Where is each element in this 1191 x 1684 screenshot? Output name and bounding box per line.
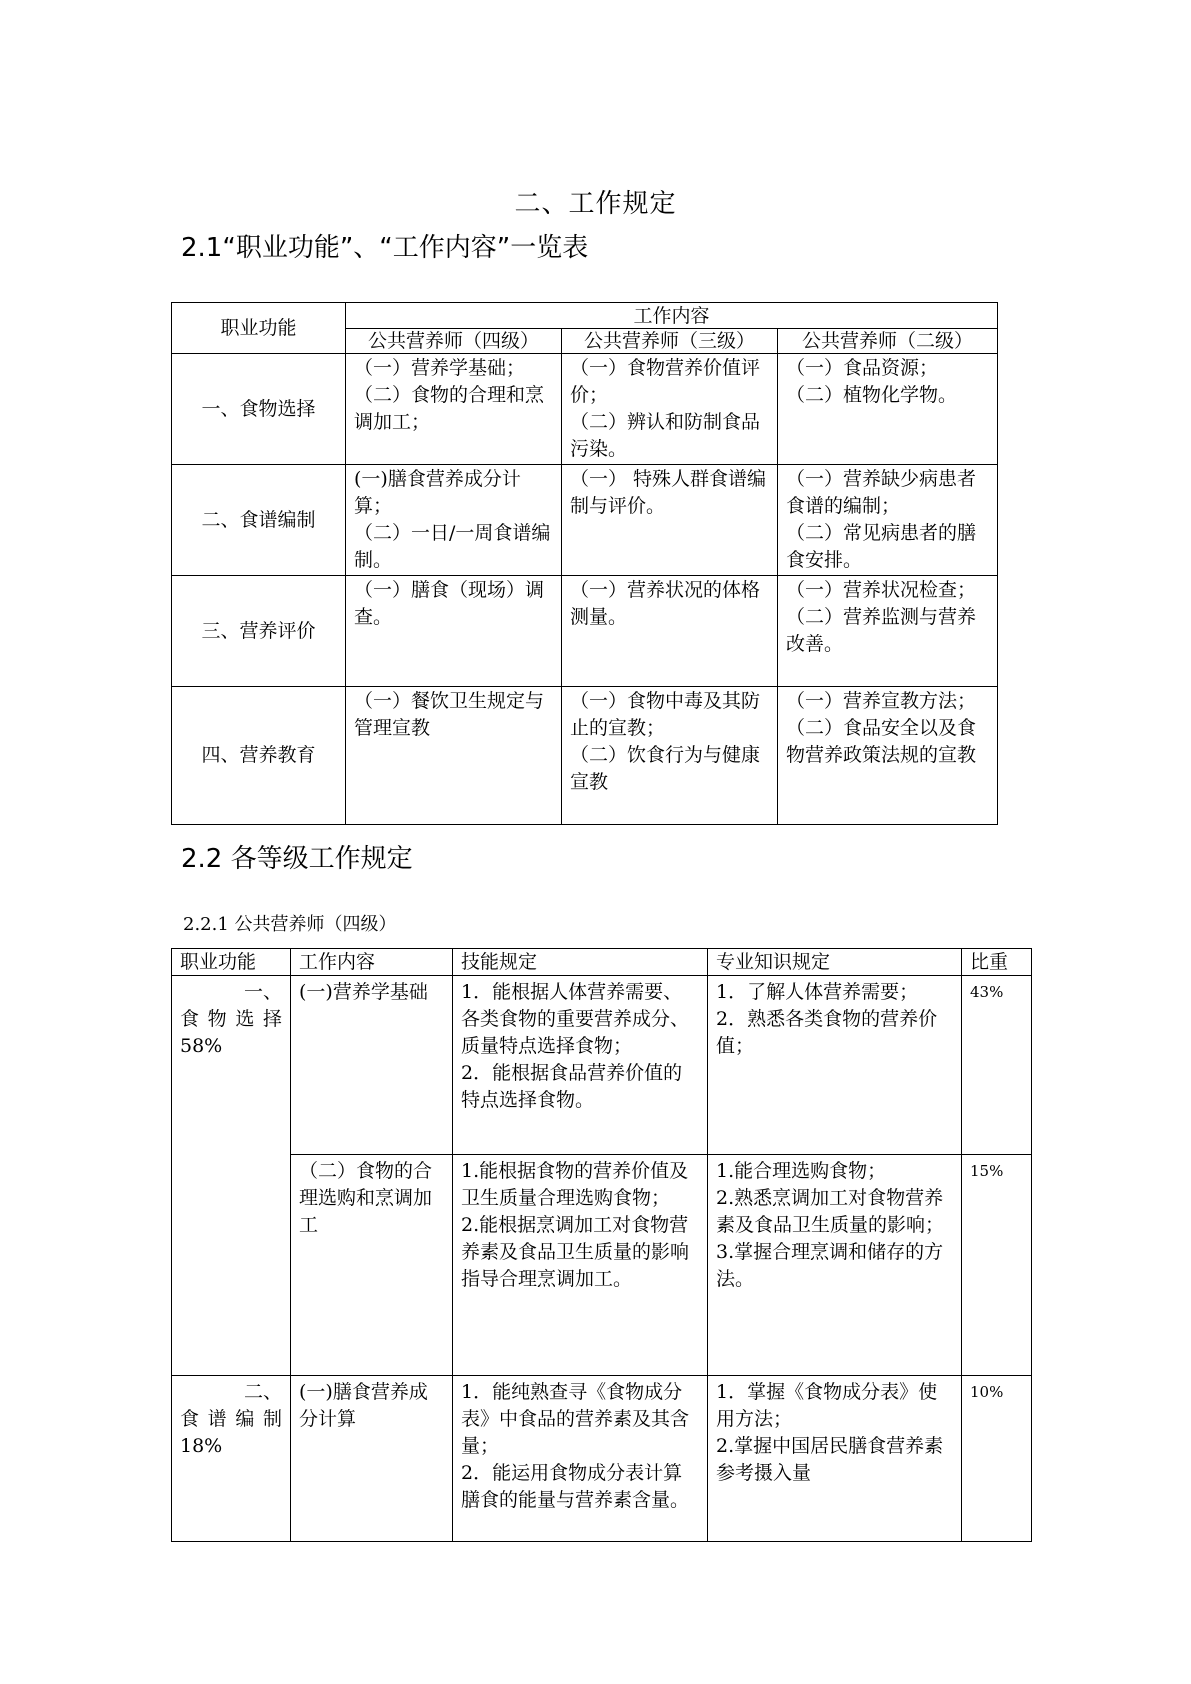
function-cell: 一、食物选择 bbox=[172, 354, 346, 465]
header-function: 职业功能 bbox=[172, 303, 346, 354]
ratio-cell: 15% bbox=[962, 1155, 1032, 1376]
header-level-3: 公共营养师（三级） bbox=[562, 329, 778, 354]
content-cell: (一)膳食营养成分计算； （二）一日/一周食谱编制。 bbox=[346, 465, 562, 576]
content-cell: （一） 特殊人群食谱编制与评价。 bbox=[562, 465, 778, 576]
content-cell: （一）营养状况的体格测量。 bbox=[562, 576, 778, 687]
content-cell: （一）食物营养价值评价； （二）辨认和防制食品污染。 bbox=[562, 354, 778, 465]
header-level-2: 公共营养师（二级） bbox=[778, 329, 998, 354]
ratio-cell: 10% bbox=[962, 1376, 1032, 1542]
content-cell: （一）营养学基础； （二）食物的合理和烹调加工； bbox=[346, 354, 562, 465]
header-content: 工作内容 bbox=[346, 303, 998, 329]
function-cell: 二、食谱编制 bbox=[172, 465, 346, 576]
section-2-2-heading: 2.2 各等级工作规定 bbox=[181, 844, 413, 874]
content-cell: （一）膳食（现场）调查。 bbox=[346, 576, 562, 687]
skills-cell: 1．能纯熟查寻《食物成分表》中食品的营养素及其含量； 2．能运用食物成分表计算膳食的能量与营养素含量。 bbox=[453, 1376, 708, 1542]
section-2-1-heading: 2.1“职业功能”、“工作内容”一览表 bbox=[181, 233, 589, 263]
function-cell: 四、营养教育 bbox=[172, 687, 346, 825]
content-cell: （一）营养状况检查； （二）营养监测与营养改善。 bbox=[778, 576, 998, 687]
content-cell: （一）餐饮卫生规定与管理宣教 bbox=[346, 687, 562, 825]
header-ratio: 比重 bbox=[962, 949, 1032, 976]
content-cell: （一）食物中毒及其防止的宣教； （二）饮食行为与健康宣教 bbox=[562, 687, 778, 825]
function-content-table bbox=[171, 302, 998, 825]
function-cell: 二、 食谱编制 18% bbox=[172, 1376, 291, 1542]
level-4-requirements-table bbox=[171, 948, 1032, 1542]
header-level-4: 公共营养师（四级） bbox=[346, 329, 562, 354]
skills-cell: 1.能根据食物的营养价值及卫生质量合理选购食物； 2.能根据烹调加工对食物营养素及食品卫生质量的影响指导合理烹调加工。 bbox=[453, 1155, 708, 1376]
content-cell: （一）营养宣教方法； （二）食品安全以及食物营养政策法规的宣教 bbox=[778, 687, 998, 825]
content-cell: (一)膳食营养成分计算 bbox=[291, 1376, 453, 1542]
section-2-2-1-heading: 2.2.1 公共营养师（四级） bbox=[183, 914, 397, 935]
content-cell: (一)营养学基础 bbox=[291, 976, 453, 1155]
knowledge-cell: 1．了解人体营养需要； 2．熟悉各类食物的营养价值； bbox=[708, 976, 962, 1155]
function-cell: 三、营养评价 bbox=[172, 576, 346, 687]
header-skills: 技能规定 bbox=[453, 949, 708, 976]
content-cell: （二）食物的合理选购和烹调加工 bbox=[291, 1155, 453, 1376]
function-cell: 一、 食物选择 58% bbox=[172, 976, 291, 1376]
content-cell: （一）食品资源； （二）植物化学物。 bbox=[778, 354, 998, 465]
skills-cell: 1．能根据人体营养需要、各类食物的重要营养成分、质量特点选择食物； 2．能根据食品营养价值的特点选择食物。 bbox=[453, 976, 708, 1155]
header-knowledge: 专业知识规定 bbox=[708, 949, 962, 976]
header-function: 职业功能 bbox=[172, 949, 291, 976]
ratio-cell: 43% bbox=[962, 976, 1032, 1155]
knowledge-cell: 1.能合理选购食物； 2.熟悉烹调加工对食物营养素及食品卫生质量的影响； 3.掌握合理烹调和储存的方法。 bbox=[708, 1155, 962, 1376]
page-title: 二、工作规定 bbox=[514, 189, 677, 219]
header-content: 工作内容 bbox=[291, 949, 453, 976]
content-cell: （一）营养缺少病患者食谱的编制； （二）常见病患者的膳食安排。 bbox=[778, 465, 998, 576]
knowledge-cell: 1．掌握《食物成分表》使用方法； 2.掌握中国居民膳食营养素参考摄入量 bbox=[708, 1376, 962, 1542]
